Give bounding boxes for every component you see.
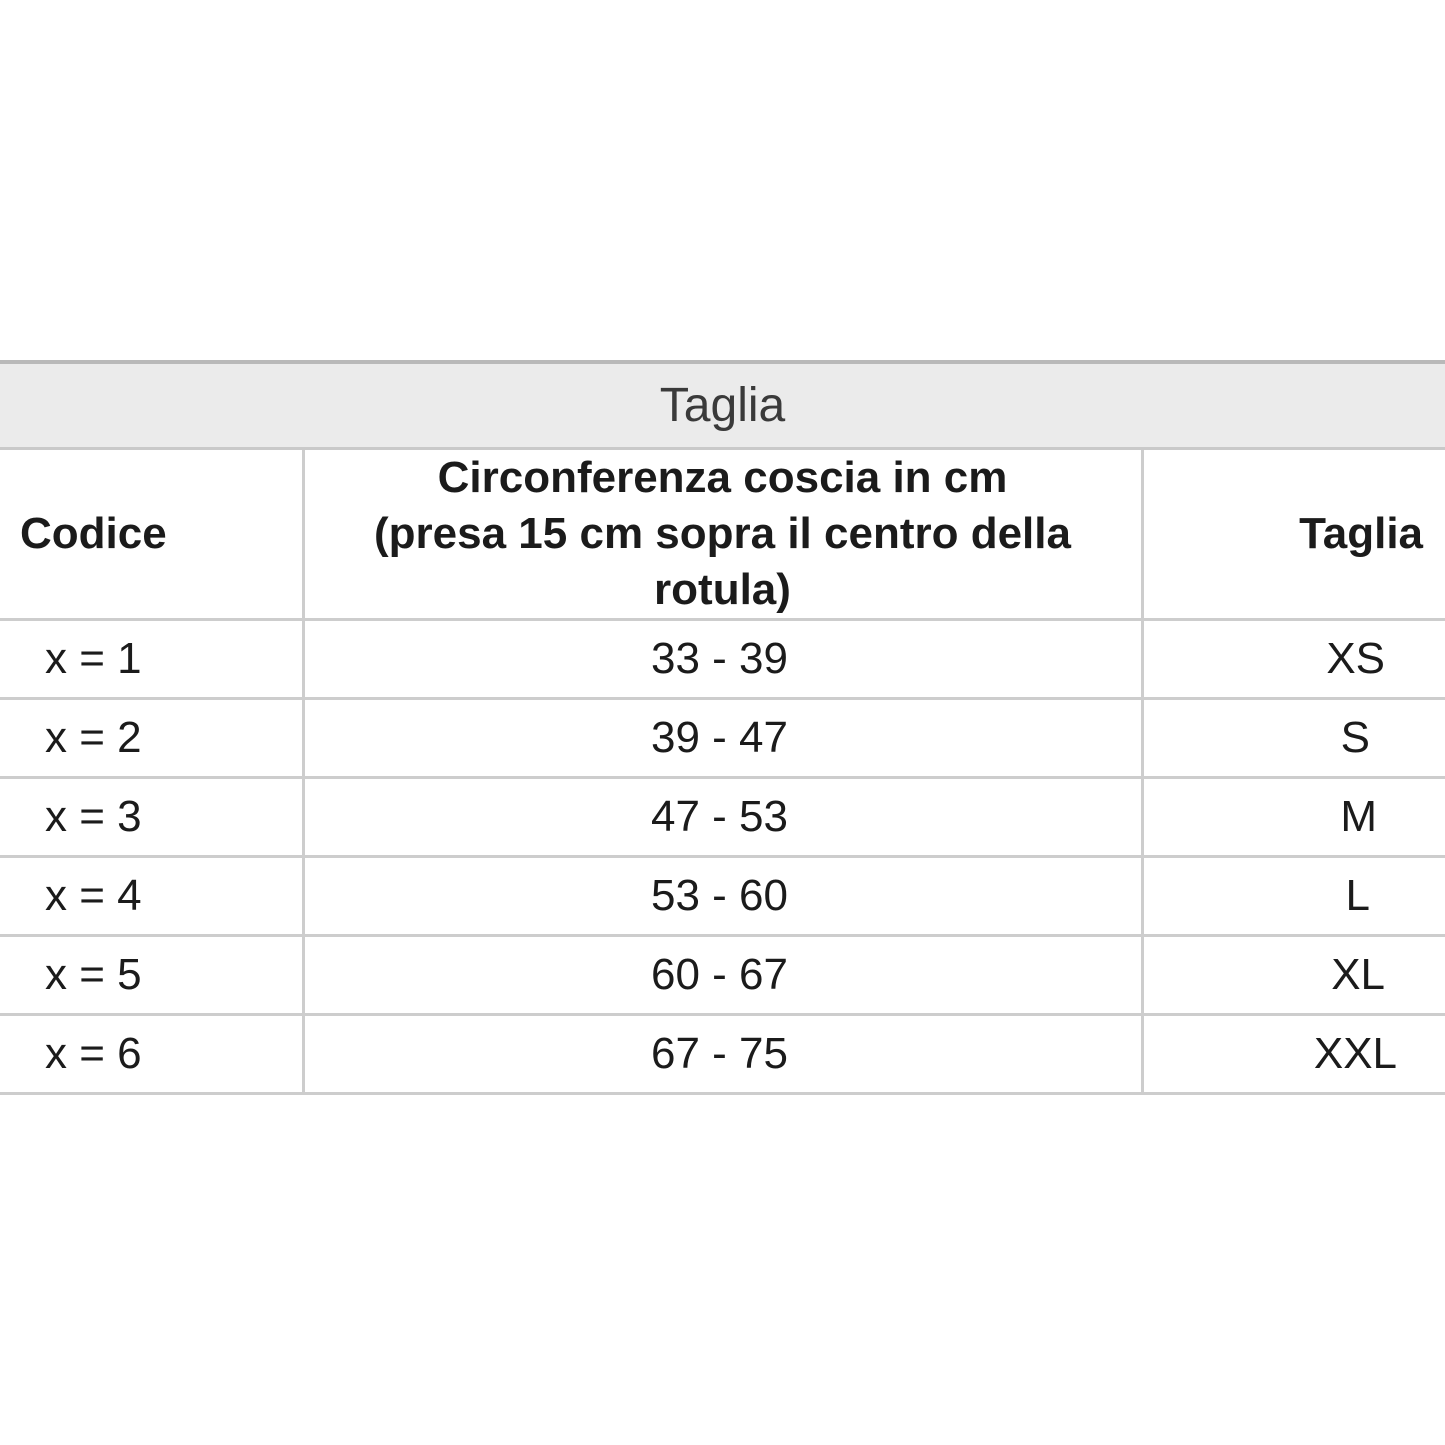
- code-cell: x = 4: [0, 857, 303, 936]
- column-header-circumference-line2: (presa 15 cm sopra il centro della rotula): [374, 509, 1071, 614]
- range-cell: 39 - 47: [303, 699, 1142, 778]
- column-header-code: Codice: [0, 449, 303, 620]
- table-row: [0, 620, 1445, 699]
- size-cell: XXL: [1142, 1015, 1445, 1094]
- size-cell: L: [1142, 857, 1445, 936]
- size-chart-table: [0, 360, 1445, 1095]
- table-row: [0, 699, 1445, 778]
- column-header-circumference: [303, 449, 1142, 620]
- size-cell: XS: [1142, 620, 1445, 699]
- code-cell: x = 3: [0, 778, 303, 857]
- range-cell: 60 - 67: [303, 936, 1142, 1015]
- code-cell: x = 1: [0, 620, 303, 699]
- size-cell: S: [1142, 699, 1445, 778]
- code-cell: x = 6: [0, 1015, 303, 1094]
- table-row: [0, 1015, 1445, 1094]
- group-header-row: [0, 362, 1445, 449]
- size-cell: M: [1142, 778, 1445, 857]
- code-cell: x = 5: [0, 936, 303, 1015]
- table-row: [0, 857, 1445, 936]
- column-header-size: Taglia: [1142, 449, 1445, 620]
- range-cell: 53 - 60: [303, 857, 1142, 936]
- column-header-row: [0, 449, 1445, 620]
- range-cell: 33 - 39: [303, 620, 1142, 699]
- group-header-taglia: Taglia: [0, 362, 1445, 449]
- code-cell: x = 2: [0, 699, 303, 778]
- table-row: [0, 778, 1445, 857]
- range-cell: 67 - 75: [303, 1015, 1142, 1094]
- size-cell: XL: [1142, 936, 1445, 1015]
- table-row: [0, 936, 1445, 1015]
- column-header-circumference-line1: Circonferenza coscia in cm: [437, 453, 1008, 502]
- range-cell: 47 - 53: [303, 778, 1142, 857]
